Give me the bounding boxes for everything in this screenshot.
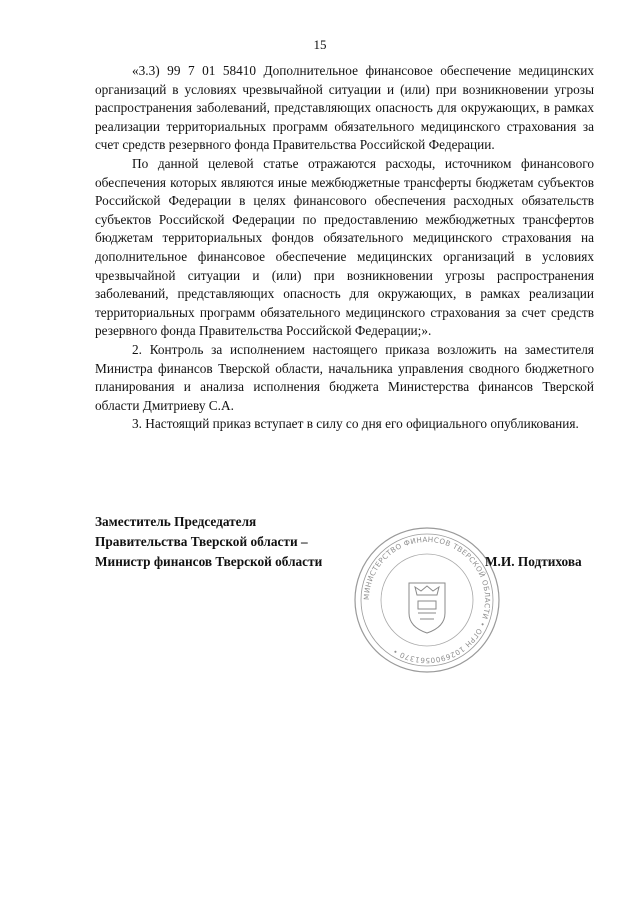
coat-of-arms-icon bbox=[409, 583, 445, 633]
signer-title-line-1: Заместитель Председателя bbox=[95, 514, 257, 529]
signer-title-line-2: Правительства Тверской области – bbox=[95, 534, 308, 549]
signer-title-line-3: Министр финансов Тверской области bbox=[95, 554, 323, 569]
paragraph-effective-date: 3. Настоящий приказ вступает в силу со дня его официального опубликования. bbox=[132, 416, 579, 432]
page-number: 15 bbox=[313, 37, 327, 52]
paragraph-budget-code: «3.3) 99 7 01 58410 Дополнительное финансовое обеспечение медицинских организаций в условиях чрезвычайной ситуации и (или) при возникновении угрозы распространения заболеваний, представляющих опасность для окружающих, в рамках реализации территориальных программ обязательного медицинского страхования за счет средств резервного фонда Правительства Российской Федерации. bbox=[95, 63, 594, 153]
paragraph-control: 2. Контроль за исполнением настоящего приказа возложить на заместителя Министра финансов Тверской области, начальника управления сводного бюджетного планирования и анализа исполнения бюджета Министерства финансов Тверской области Дмитриеву С.А. bbox=[95, 341, 594, 413]
paragraph-target-article: По данной целевой статье отражаются расходы, источником финансового обеспечения которых являются иные межбюджетные трансферты бюджетам субъектов Российской Федерации в целях финансового обеспечения расходных обязательств субъектов Российской Федерации по предоставлению межбюджетных трансфертов бюджетам территориальных фондов обязательного медицинского страхования на дополнительное финансовое обеспечение медицинских организаций в условиях чрезвычайной ситуации и (или) при возникновении угрозы распространения заболеваний, представляющих опасность для окружающих, в рамках реализации территориальных программ обязательного медицинского страхования за счет средств резервного фонда Правительства Российской Федерации;». bbox=[95, 155, 594, 339]
signer-name: М.И. Подтихова bbox=[485, 554, 582, 569]
stamp-ring-text: МИНИСТЕРСТВО ФИНАНСОВ ТВЕРСКОЙ ОБЛАСТИ • ОГРН 1026900561370 • bbox=[361, 534, 493, 666]
document-body bbox=[95, 62, 594, 434]
